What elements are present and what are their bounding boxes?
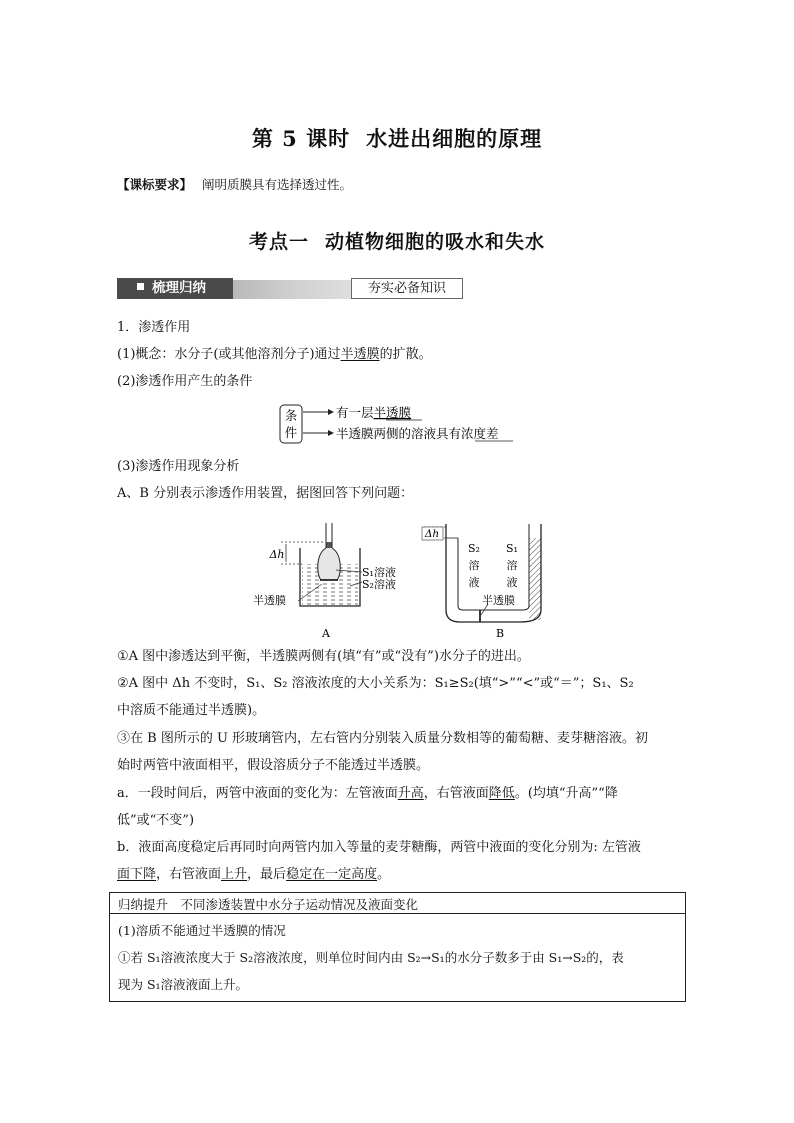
requirement-tag: 【课标要求】 (117, 177, 193, 192)
square-bullet-icon (137, 283, 144, 290)
requirement-text: 阐明质膜具有选择透过性。 (202, 177, 353, 192)
section-heading (0, 227, 794, 254)
question-3a-line-2: 低”或“不变”) (117, 813, 195, 828)
page-title (0, 123, 794, 153)
condition-char-1: 条 (284, 408, 298, 423)
summary-line-2: ①若 S₁溶液浓度大于 S₂溶液浓度，则单位时间内由 S₂→S₁的水分子数多于由 S₁→S₂的，表 (118, 950, 624, 965)
s2-label-b: S₂ (468, 542, 480, 555)
figure-label-b: B (495, 627, 505, 640)
lesson-topic: 水进出细胞的原理 (366, 126, 543, 151)
dissolve-label-b-left: 溶 (468, 559, 480, 572)
arrowhead-2-icon (328, 430, 334, 436)
membrane-label-b: 半透膜 (482, 594, 515, 607)
arrowhead-1-icon (328, 409, 334, 415)
heading-osmosis: 1．渗透作用 (117, 320, 191, 335)
delta-h-label-a: Δh (269, 548, 285, 561)
lesson-number: 第 5 课时 (251, 126, 351, 151)
question-2-line-1: ②A 图中 Δh 不变时，S₁、S₂ 溶液浓度的大小关系为：S₁≥S₂(填“>”“<”或“＝”；S₁、S₂ (117, 676, 634, 691)
summary-divider (110, 913, 685, 914)
answer-blank: 稳定在一定高度 (286, 867, 378, 882)
condition-2: 半透膜两侧的溶液具有浓度差 (336, 426, 499, 441)
section-label: 考点一 (248, 231, 309, 253)
dissolve-label-b-right: 溶 (506, 559, 518, 572)
liquid-label-b-left: 液 (468, 576, 480, 589)
banner-right: 夯实必备知识 (351, 278, 463, 299)
osmosis-apparatus-figure (250, 518, 550, 640)
answer-blank: 面下降 (117, 867, 157, 882)
intro-line: A、B 分别表示渗透作用装置，据图回答下列问题： (117, 486, 414, 501)
question-3a-line-1: a．一段时间后，两管中液面的变化为：左管液面升高，右管液面降低。(均填“升高”“降 (117, 786, 618, 801)
s1-label-a: S₁溶液 (362, 566, 396, 579)
curriculum-requirement (117, 175, 352, 193)
question-1: ①A 图中渗透达到平衡，半透膜两侧有(填“有”或“没有”)水分子的进出。 (117, 649, 530, 664)
summary-box (109, 892, 686, 1002)
delta-h-label-b: Δh (424, 528, 440, 540)
liquid-label-b-right: 液 (506, 576, 518, 589)
condition-char-2: 件 (284, 425, 298, 440)
apparatus-b (422, 524, 541, 640)
summary-line-3: 现为 S₁溶液液面上升。 (118, 977, 249, 992)
summary-line-1: (1)溶质不能通过半透膜的情况 (118, 923, 286, 938)
s2-label-a: S₂溶液 (362, 578, 396, 591)
concept-line: (1)概念：水分子(或其他溶剂分子)通过半透膜的扩散。 (117, 347, 432, 362)
section-topic: 动植物细胞的吸水和失水 (325, 231, 546, 253)
answer-blank: 降低 (488, 786, 515, 801)
apparatus-a (253, 523, 396, 640)
condition-diagram (270, 400, 530, 450)
section-banner (117, 277, 446, 300)
figure-label-a: A (322, 627, 330, 640)
summary-title: 归纳提升 不同渗透装置中水分子运动情况及液面变化 (118, 897, 419, 912)
answer-blank: 升高 (397, 786, 424, 801)
s1-label-b: S₁ (506, 542, 518, 555)
question-3-line-1: ③在 B 图所示的 U 形玻璃管内，左右管内分别装入质量分数相等的葡萄糖、麦芽糖溶液。初 (117, 731, 649, 746)
answer-blank: 上升 (221, 867, 248, 882)
condition-title: (2)渗透作用产生的条件 (117, 374, 253, 389)
question-3b-line-2: 面下降，右管液面上升，最后稳定在一定高度。 (117, 867, 391, 882)
question-2-line-2: 中溶质不能通过半透膜)。 (117, 703, 266, 718)
phenomenon-title: (3)渗透作用现象分析 (117, 459, 240, 474)
banner-left: 梳理归纳 (117, 278, 233, 299)
answer-blank: 半透膜 (340, 347, 380, 362)
question-3-line-2: 始时两管中液面相平，假设溶质分子不能透过半透膜。 (117, 758, 430, 773)
condition-1: 有一层半透膜 (336, 405, 412, 420)
membrane-label-a: 半透膜 (253, 594, 286, 607)
question-3b-line-1: b．液面高度稳定后再同时向两管内加入等量的麦芽糖酶，两管中液面的变化分别为: 左管液 (117, 840, 641, 855)
